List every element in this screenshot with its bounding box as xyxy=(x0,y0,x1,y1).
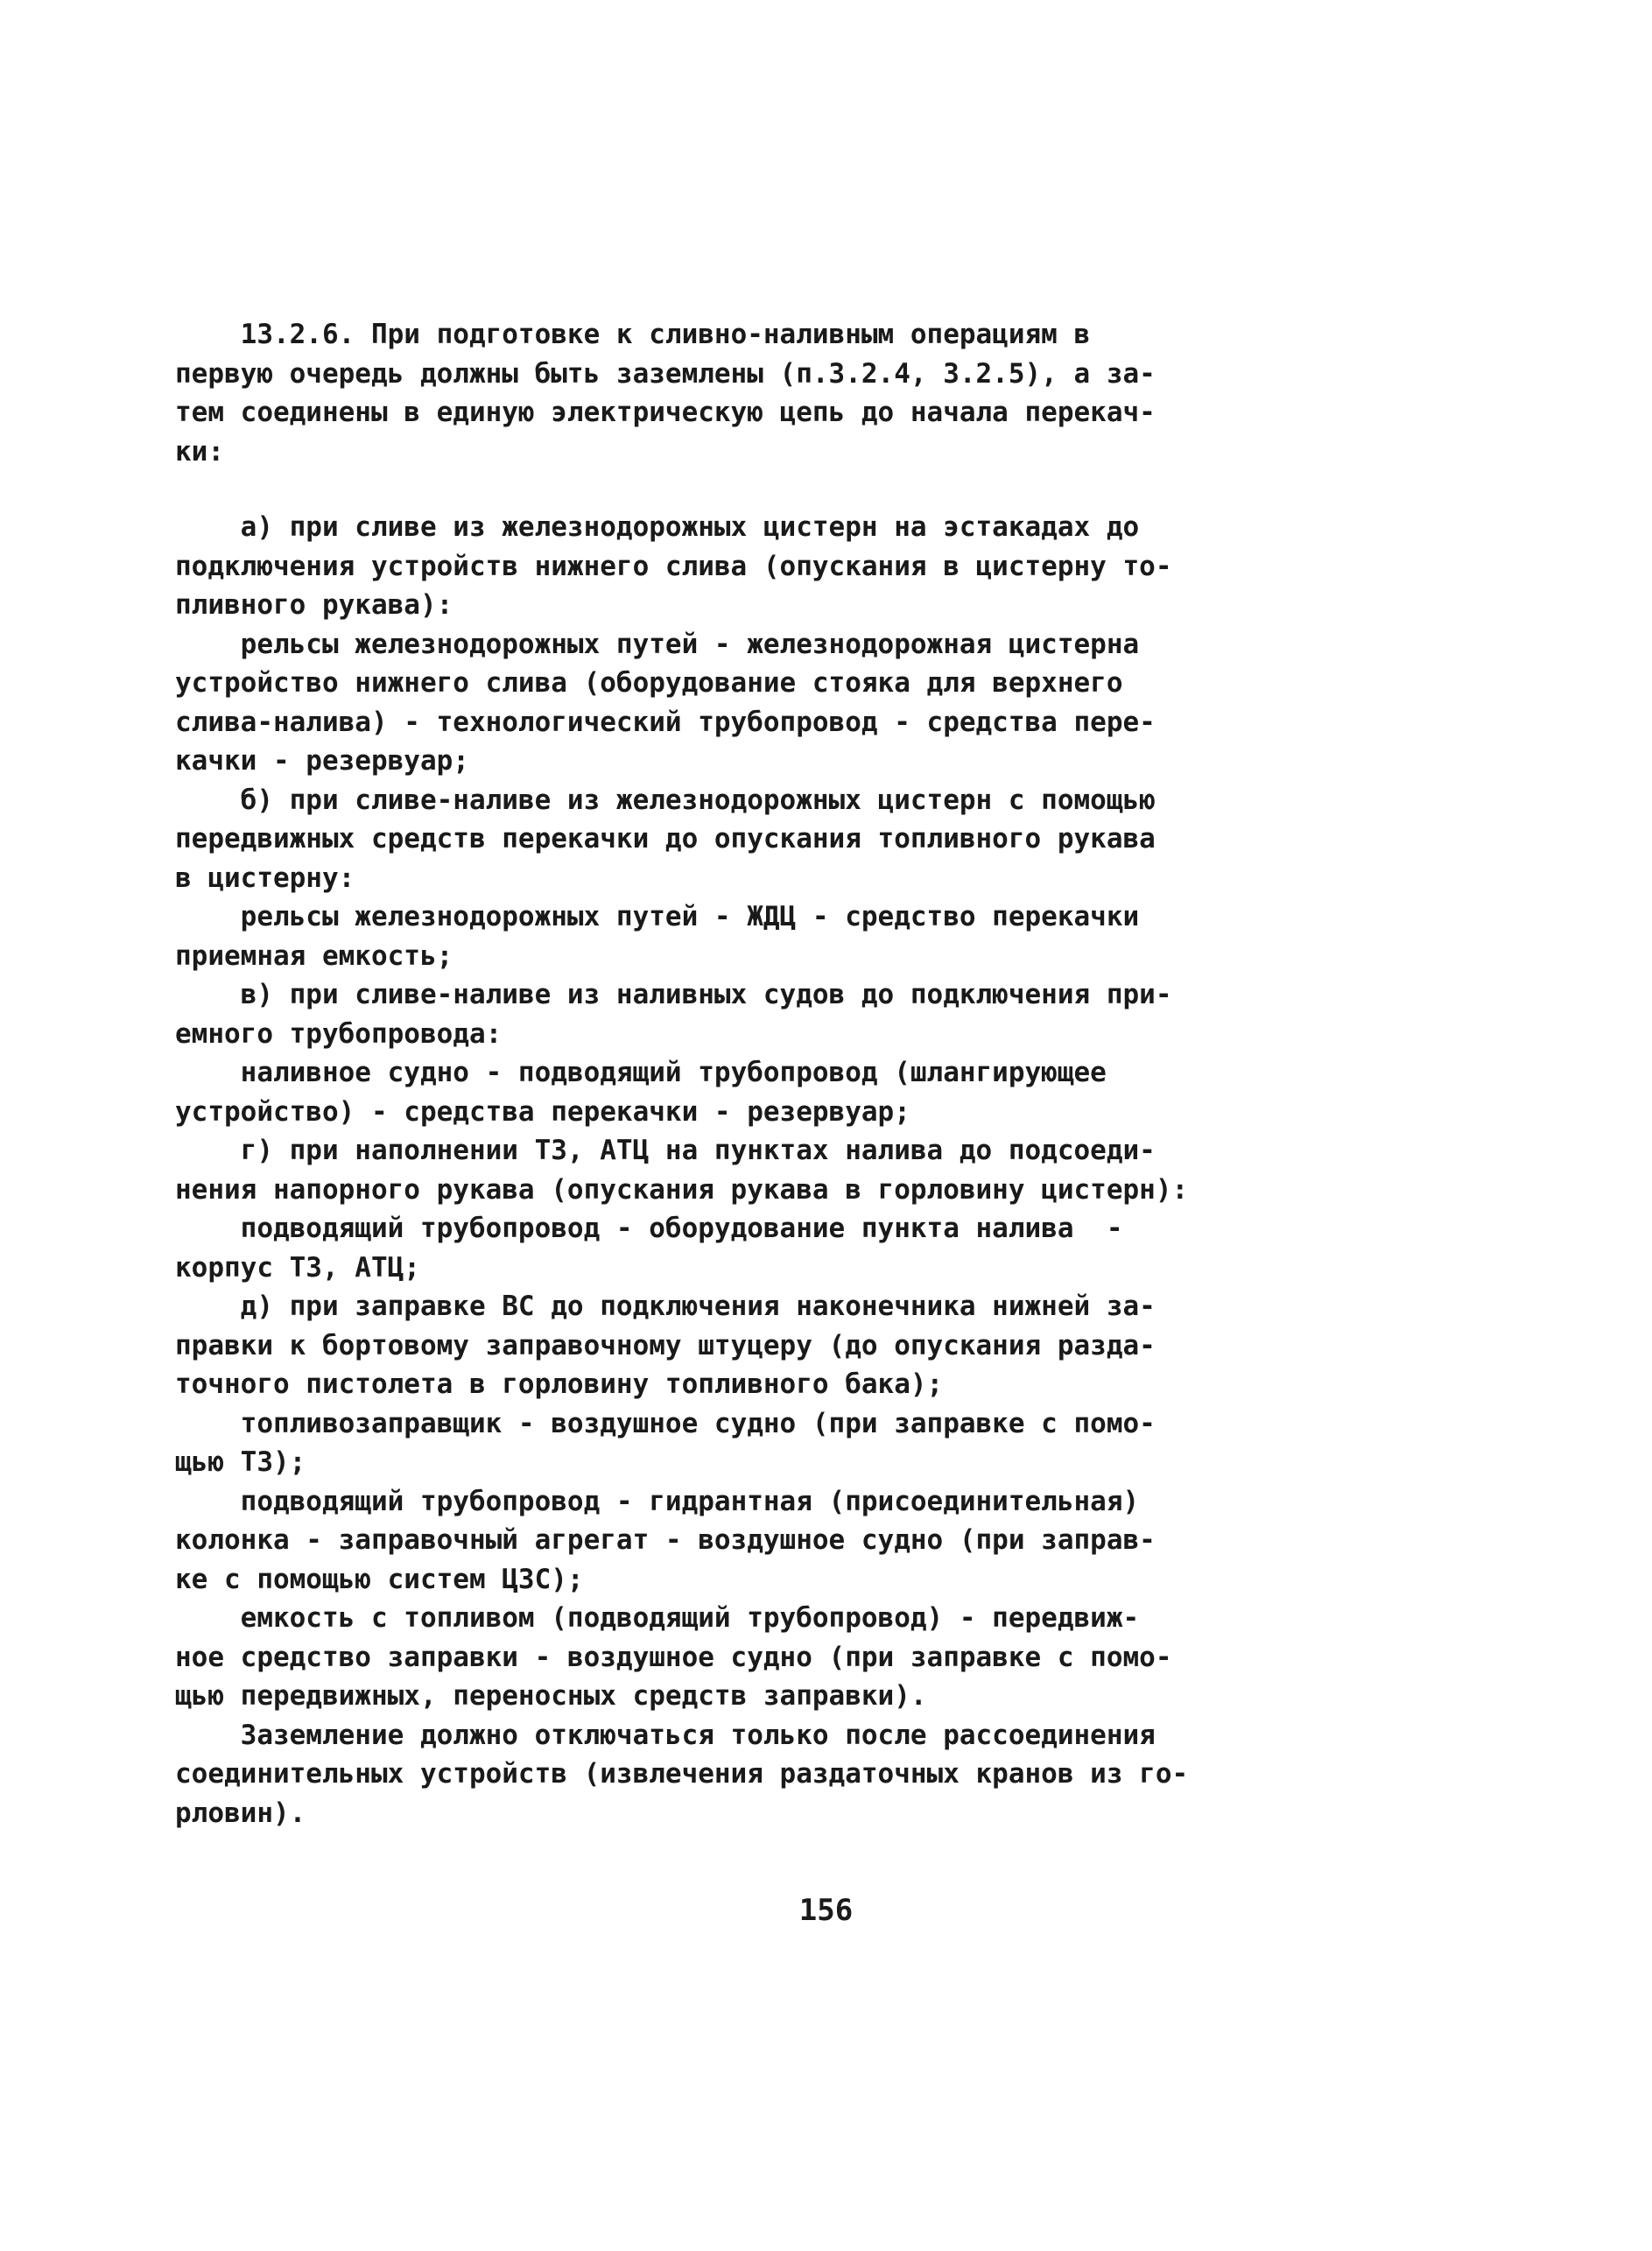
text-line: а) при сливе из железнодорожных цистерн на эстакадах до xyxy=(240,511,1140,543)
text-line: нения напорного рукава (опускания рукава в горловину цистерн): xyxy=(175,1173,1189,1206)
text-line: приемная емкость; xyxy=(175,939,453,972)
text-line: точного пистолета в горловину топливного бака); xyxy=(175,1368,944,1400)
text-line: рловин). xyxy=(175,1797,306,1829)
text-line: емного трубопровода: xyxy=(175,1017,503,1050)
text-line: г) при наполнении ТЗ, АТЦ на пунктах налива до подсоеди- xyxy=(240,1135,1156,1166)
text-line: ке с помощью систем ЦЗС); xyxy=(175,1563,584,1595)
page-number: 156 xyxy=(798,1893,854,1928)
text-line: соединительных устройств (извлечения раздаточных кранов из го- xyxy=(175,1758,1189,1790)
text-line: корпус ТЗ, АТЦ; xyxy=(175,1251,420,1284)
text-line: правки к бортовому заправочному штуцеру (до опускания разда- xyxy=(175,1329,1156,1361)
text-line: тем соединены в единую электрическую цепь до начала перекач- xyxy=(175,397,1156,428)
text-line: в цистерну: xyxy=(175,862,355,894)
text-line: устройство) - средства перекачки - резервуар; xyxy=(175,1095,910,1128)
text-line: подводящий трубопровод - гидрантная (присоединительная) xyxy=(240,1485,1140,1517)
text-line: рельсы железнодорожных путей - железнодорожная цистерна xyxy=(240,628,1140,660)
text-line: щью ТЗ); xyxy=(175,1446,306,1478)
text-line: д) при заправке ВС до подключения наконечника нижней за- xyxy=(240,1291,1156,1322)
text-line: первую очередь должны быть заземлены (п.3.2.4, 3.2.5), а за- xyxy=(175,357,1156,390)
text-line: наливное судно - подводящий трубопровод (шлангирующее xyxy=(240,1057,1107,1088)
text-line: Заземление должно отключаться только после рассоединения xyxy=(240,1719,1156,1751)
text-line: емкость с топливом (подводящий трубопровод) - передвиж- xyxy=(240,1602,1140,1634)
body-text xyxy=(175,315,1287,1832)
text-line: ки: xyxy=(175,435,224,468)
text-line: топливозаправщик - воздушное судно (при заправке с помо- xyxy=(240,1407,1156,1439)
text-line: щью передвижных, переносных средств заправки). xyxy=(175,1680,927,1712)
text-line: колонка - заправочный агрегат - воздушное судно (при заправ- xyxy=(175,1524,1156,1556)
text-line: передвижных средств перекачки до опускания топливного рукава xyxy=(175,823,1156,855)
text-line: слива-налива) - технологический трубопровод - средства пере- xyxy=(175,706,1156,738)
text-line: подводящий трубопровод - оборудование пункта налива - xyxy=(240,1213,1123,1244)
text-line: в) при сливе-наливе из наливных судов до подключения при- xyxy=(240,979,1172,1010)
text-line: качки - резервуар; xyxy=(175,745,469,777)
text-line: 13.2.6. При подготовке к сливно-наливным операциям в xyxy=(240,319,1091,350)
text-line: рельсы железнодорожных путей - ЖДЦ - средство перекачки xyxy=(240,901,1140,932)
text-line: ное средство заправки - воздушное судно (при заправке с помо- xyxy=(175,1641,1172,1673)
text-line: б) при сливе-наливе из железнодорожных цистерн с помощью xyxy=(240,784,1156,816)
text-line: устройство нижнего слива (оборудование стояка для верхнего xyxy=(175,667,1123,699)
paragraph-gap xyxy=(175,471,1287,508)
text-line: пливного рукава): xyxy=(175,589,453,621)
text-line: подключения устройств нижнего слива (опускания в цистерну то- xyxy=(175,550,1172,582)
